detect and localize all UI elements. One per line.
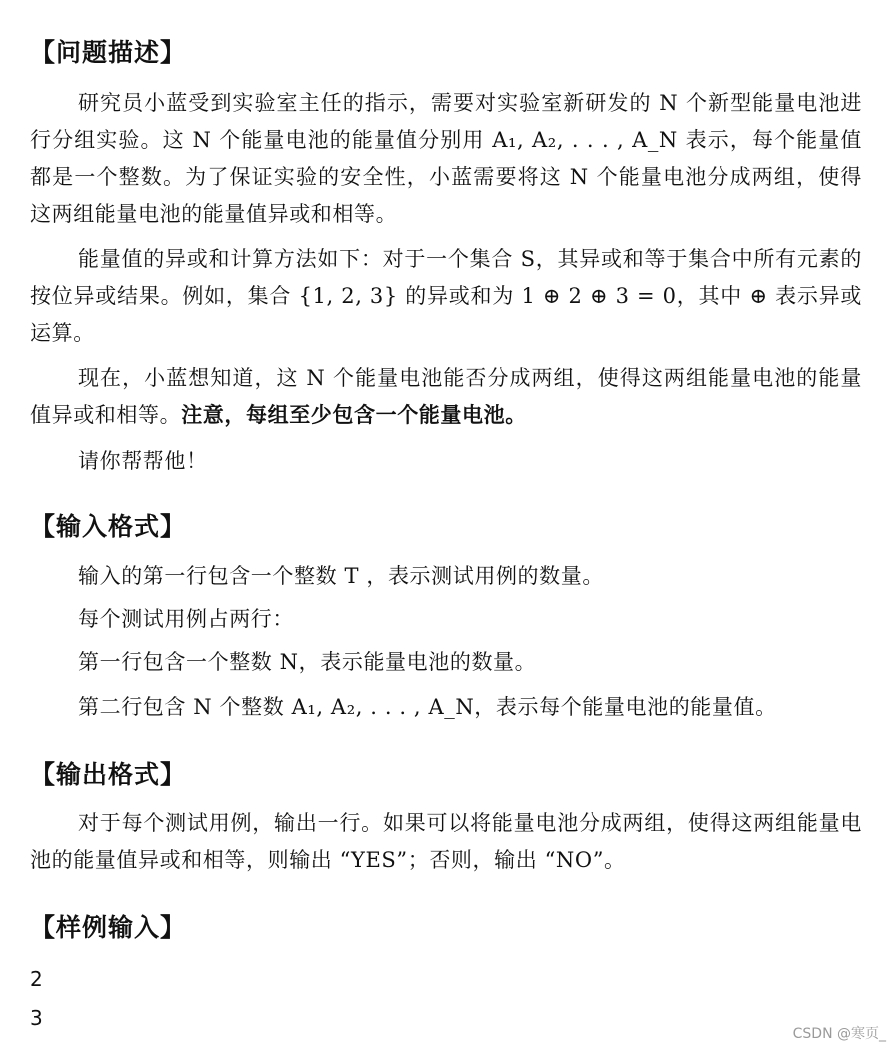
input-format-heading: 【输入格式】: [30, 512, 187, 541]
sample-input-line-2: 3: [30, 1006, 43, 1030]
output-format-heading: 【输出格式】: [30, 760, 187, 789]
problem-paragraph-4: 请你帮帮他！: [78, 449, 208, 473]
output-format-paragraph: 对于每个测试用例，输出一行。如果可以将能量电池分成两组，使得这两组能量电池的能量值异或和相等，则输出 “YES”；否则，输出 “NO”。: [30, 811, 862, 872]
sample-input-heading: 【样例输入】: [30, 913, 187, 942]
problem-paragraph-1: 研究员小蓝受到实验室主任的指示，需要对实验室新研发的 N 个新型能量电池进行分组实验。这 N 个能量电池的能量值分别用 A₁, A₂, . . . , A_N 表示，每个能量值都是一个整数。为了保证实验的安全性，小蓝需要将这 N 个能量电池分成两组，使得这两组能量电池的能量值异或和相等。: [30, 91, 862, 226]
problem-paragraph-2: 能量值的异或和计算方法如下：对于一个集合 S，其异或和等于集合中所有元素的按位异或结果。例如，集合 {1, 2, 3} 的异或和为 1 ⊕ 2 ⊕ 3 = 0，其中 ⊕ 表示异或运算。: [30, 247, 862, 345]
problem-description-heading: 【问题描述】: [30, 38, 187, 67]
input-format-line-1: 输入的第一行包含一个整数 T ，表示测试用例的数量。: [78, 564, 604, 588]
problem-paragraph-3-text: 现在，小蓝想知道，这 N 个能量电池能否分成两组，使得这两组能量电池的能量值异或和相等。: [30, 366, 862, 427]
problem-paragraph-3: [30, 360, 862, 434]
csdn-watermark: CSDN @寒页_: [792, 1026, 886, 1042]
sample-input-line-1: 2: [30, 967, 43, 991]
input-format-line-4: 第二行包含 N 个整数 A₁, A₂, . . . , A_N，表示每个能量电池的能量值。: [78, 695, 777, 719]
problem-note-bold: 注意，每组至少包含一个能量电池。: [181, 403, 527, 427]
input-format-line-3: 第一行包含一个整数 N，表示能量电池的数量。: [78, 650, 537, 674]
input-format-line-2: 每个测试用例占两行：: [78, 607, 294, 631]
